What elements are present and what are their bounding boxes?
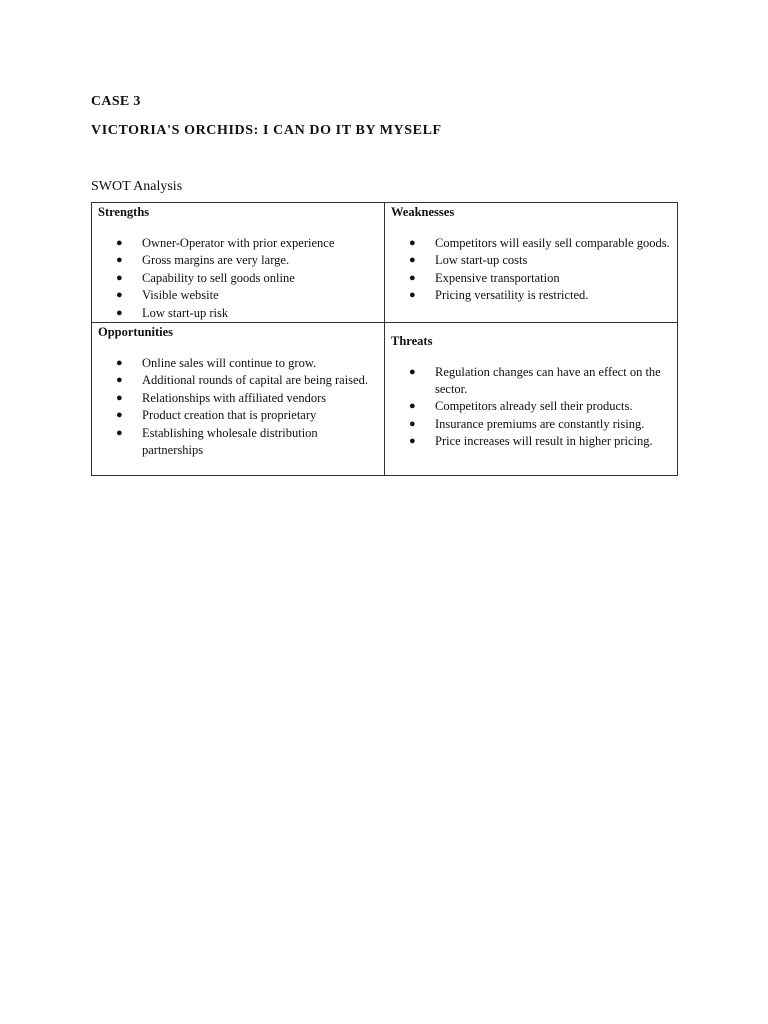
- bullet-icon: ●: [409, 435, 416, 448]
- swot-table: [91, 202, 678, 476]
- swot-row-bottom: [92, 322, 678, 475]
- list-item-text: Competitors already sell their products.: [435, 399, 633, 414]
- opportunities-list: [98, 355, 378, 459]
- bullet-icon: ●: [409, 400, 416, 413]
- list-item-text: Regulation changes can have an effect on the sector.: [435, 364, 661, 396]
- threats-heading: Threats: [391, 333, 433, 348]
- document-page: [91, 93, 678, 476]
- bullet-icon: ●: [116, 306, 123, 319]
- bullet-icon: ●: [409, 289, 416, 302]
- strengths-cell: [92, 203, 385, 323]
- list-item: [98, 305, 378, 322]
- bullet-icon: ●: [116, 271, 123, 284]
- weaknesses-cell: [385, 203, 678, 323]
- list-item-text: Capability to sell goods online: [142, 270, 295, 285]
- list-item: [391, 416, 671, 433]
- list-item: [98, 372, 378, 389]
- bullet-icon: ●: [409, 254, 416, 267]
- section-heading: SWOT Analysis: [91, 179, 183, 194]
- list-item: [98, 425, 378, 459]
- strengths-heading: Strengths: [98, 205, 150, 219]
- list-item: [98, 270, 378, 287]
- list-item-text: Insurance premiums are constantly rising.: [435, 416, 645, 431]
- opportunities-cell: [92, 322, 385, 475]
- list-item-text: Relationships with affiliated vendors: [142, 390, 327, 405]
- list-item: [98, 390, 378, 407]
- swot-row-top: [92, 203, 678, 323]
- list-item: [98, 355, 378, 372]
- bullet-icon: ●: [409, 365, 416, 378]
- list-item-text: Pricing versatility is restricted.: [435, 288, 589, 303]
- list-item-text: Online sales will continue to grow.: [142, 355, 317, 370]
- list-item-text: Product creation that is proprietary: [142, 408, 317, 423]
- list-item: [391, 364, 671, 398]
- bullet-icon: ●: [116, 356, 123, 369]
- threats-cell: [385, 322, 678, 475]
- opportunities-heading: Opportunities: [98, 324, 174, 339]
- list-item-text: Expensive transportation: [435, 270, 560, 285]
- list-item-text: Price increases will result in higher pricing.: [435, 434, 653, 449]
- list-item: [391, 287, 671, 304]
- list-item: [391, 398, 671, 415]
- bullet-icon: ●: [409, 237, 416, 249]
- bullet-icon: ●: [116, 426, 123, 439]
- list-item: [391, 270, 671, 287]
- strengths-list: [98, 235, 378, 322]
- threats-list: [391, 364, 671, 450]
- list-item: [98, 287, 378, 304]
- weaknesses-heading: Weaknesses: [391, 205, 455, 219]
- bullet-icon: ●: [116, 391, 123, 404]
- list-item: [391, 235, 671, 252]
- list-item-text: Visible website: [142, 288, 219, 303]
- bullet-icon: ●: [116, 237, 123, 249]
- list-item-text: Establishing wholesale distribution partnerships: [142, 425, 318, 457]
- list-item: [98, 407, 378, 424]
- list-item-text: Competitors will easily sell comparable goods.: [435, 236, 670, 250]
- list-item-text: Gross margins are very large.: [142, 253, 290, 268]
- list-item: [391, 252, 671, 269]
- bullet-icon: ●: [116, 289, 123, 302]
- bullet-icon: ●: [116, 254, 123, 267]
- bullet-icon: ●: [409, 417, 416, 430]
- case-label: CASE 3: [91, 94, 141, 109]
- list-item-text: Owner-Operator with prior experience: [142, 236, 335, 250]
- weaknesses-list: [391, 235, 671, 304]
- bullet-icon: ●: [409, 271, 416, 284]
- bullet-icon: ●: [116, 374, 123, 387]
- list-item: [98, 252, 378, 269]
- list-item: [391, 433, 671, 450]
- list-item-text: Additional rounds of capital are being raised.: [142, 373, 368, 388]
- list-item: [98, 235, 378, 252]
- bullet-icon: ●: [116, 409, 123, 422]
- list-item-text: Low start-up risk: [142, 305, 229, 320]
- list-item-text: Low start-up costs: [435, 253, 528, 268]
- case-title: VICTORIA'S ORCHIDS: I CAN DO IT BY MYSELF: [91, 123, 442, 138]
